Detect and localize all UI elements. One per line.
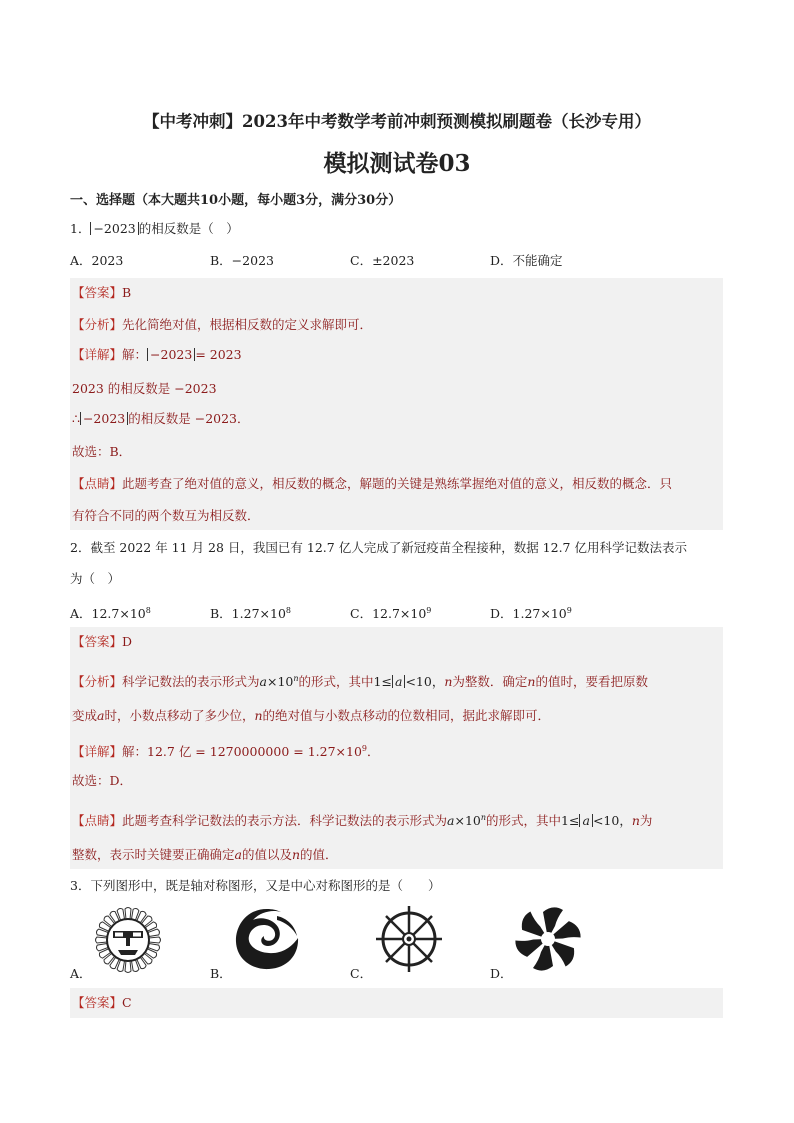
section-heading: 一、选择题（本大题共10小题，每小题3分，满分30分）: [70, 193, 402, 208]
var-n: n: [291, 847, 301, 862]
q1-stem: [70, 220, 239, 238]
q2-analysis-line2: [72, 707, 550, 725]
comment-text: 整数，表示时关键要正确确定: [72, 847, 235, 862]
detail-end: ．: [367, 744, 380, 760]
q2-analysis-line1: [72, 670, 648, 691]
q3-option-d: D．: [490, 966, 513, 981]
analysis-tag: 【分析】: [72, 674, 123, 690]
comment-text-1: 此题考查了绝对值的意义，相反数的概念，解题的关键是熟练掌握绝对值的意义，相反数的概念．只: [122, 476, 673, 491]
q1-option-d: D．不能确定: [490, 253, 563, 268]
q3-solution-box: [70, 988, 723, 1018]
answer-tag: 【答案】: [72, 995, 123, 1010]
q1-answer: [72, 284, 131, 302]
var-n: n: [480, 813, 487, 822]
analysis-text: 的形式，其中: [298, 674, 374, 690]
q2-option-a: [70, 602, 151, 623]
analysis-text: 的绝对值与小数点移动的位数相同，据此求解即可．: [262, 708, 551, 723]
q3-option-c: C．: [350, 966, 373, 981]
analysis-text: 先化简绝对值，根据相反数的定义求解即可．: [122, 317, 373, 332]
answer-value: D: [122, 634, 133, 649]
q1-option-a: A．2023: [70, 253, 124, 268]
detail-exp: 9: [361, 744, 367, 753]
abs-a: a: [579, 814, 592, 827]
comment-text: 为: [639, 813, 653, 829]
answer-tag: 【答案】: [72, 634, 123, 649]
q1-comment: [72, 475, 672, 493]
q2-option-a-exp: 8: [145, 606, 151, 615]
q3-option-a: A．: [70, 966, 92, 981]
paper-title: 【中考冲刺】2023年中考数学考前冲刺预测模拟刷题卷（长沙专用）: [143, 112, 651, 131]
var-a: a: [97, 708, 105, 723]
range-upper: <10，: [592, 813, 632, 829]
analysis-text: 为整数．确定: [452, 674, 528, 690]
q2-detail: [72, 740, 380, 761]
q3-option-b: B．: [210, 966, 232, 981]
q1-select: 故选：B．: [72, 444, 132, 459]
comment-tag: 【点睛】: [72, 813, 123, 829]
var-a: a: [234, 847, 242, 862]
q1-stem-text: 的相反数是（ ）: [138, 221, 239, 236]
figure-d-pinwheel-icon: [513, 904, 583, 974]
q3-stem: 3．下列图形中，既是轴对称图形，又是中心对称图形的是（ ）: [70, 878, 441, 893]
q1-option-c: C．±2023: [350, 253, 415, 268]
times-ten: ×10: [454, 813, 481, 829]
therefore-sign: ∴: [72, 411, 80, 426]
q2-option-c: [350, 602, 431, 623]
var-n: n: [254, 708, 263, 723]
comment-text: 的形式，其中: [486, 813, 562, 829]
detail-tag: 【详解】: [72, 347, 123, 362]
q1-comment-line2: 有符合不同的两个数互为相反数．: [72, 508, 260, 523]
q2-option-d: [490, 602, 572, 623]
answer-value: B: [122, 285, 132, 300]
q2-answer: [72, 633, 132, 651]
q2-option-b-text: B．1.27×10: [210, 606, 286, 622]
var-n: n: [444, 674, 453, 690]
q1-detail: [72, 346, 242, 364]
detail-text: 解：12.7 亿 = 1270000000 = 1.27×10: [122, 744, 362, 760]
q2-option-a-text: A．12.7×10: [70, 606, 146, 622]
analysis-tag: 【分析】: [72, 317, 123, 332]
q1-number: 1．: [70, 221, 91, 236]
range-upper: <10，: [405, 674, 445, 690]
comment-text: 的值．: [300, 847, 338, 862]
q2-option-c-exp: 9: [426, 606, 432, 615]
q2-option-c-text: C．12.7×10: [350, 606, 427, 622]
q2-stem-line1: 2．截至 2022 年 11 月 28 日，我国已有 12.7 亿人完成了新冠疫苗全程接种，数据 12.7 亿用科学记数法表示: [70, 540, 687, 555]
var-n: n: [293, 674, 299, 683]
range-lower: 1≤: [373, 674, 392, 690]
figure-b-swirl-icon: [233, 906, 301, 972]
q2-option-d-text: D．1.27×10: [490, 606, 567, 622]
times-ten: ×10: [266, 674, 294, 690]
q1-option-b: B．−2023: [210, 253, 274, 268]
answer-tag: 【答案】: [72, 285, 123, 300]
q3-answer: [72, 994, 132, 1012]
q1-analysis: [72, 316, 372, 334]
q1-detail-line3: [72, 410, 250, 428]
detail-tag: 【详解】: [72, 744, 123, 760]
q2-option-b: [210, 602, 291, 623]
comment-text: 此题考查科学记数法的表示方法．科学记数法的表示形式为: [122, 813, 448, 829]
q1-detail-line2: 2023 的相反数是 −2023: [72, 381, 217, 396]
analysis-text: 时，小数点移动了多少位，: [104, 708, 255, 723]
comment-text: 的值以及: [241, 847, 292, 862]
answer-value: C: [122, 995, 132, 1010]
q2-option-d-exp: 9: [566, 606, 572, 615]
q2-comment-line2: [72, 846, 338, 864]
var-a: a: [259, 674, 267, 690]
detail-abs-value: −2023: [147, 348, 195, 361]
var-n: n: [527, 674, 536, 690]
abs-a: a: [392, 675, 405, 688]
q2-option-b-exp: 8: [285, 606, 291, 615]
figure-a-sun-icon: [93, 905, 163, 975]
analysis-text: 变成: [72, 708, 98, 723]
var-n: n: [631, 813, 640, 829]
detail3-text: 的相反数是 −2023．: [128, 411, 250, 426]
q2-comment-line1: [72, 809, 652, 830]
detail-equation: = 2023: [195, 347, 242, 362]
q2-select: 故选：D．: [72, 773, 133, 788]
q1-abs-value: −2023: [90, 222, 138, 235]
q2-stem-line2: 为（ ）: [70, 571, 121, 586]
comment-tag: 【点睛】: [72, 476, 123, 491]
var-a: a: [447, 813, 455, 829]
detail3-abs-value: −2023: [80, 412, 128, 425]
figure-c-compass-wheel-icon: [374, 904, 444, 974]
analysis-text: 科学记数法的表示形式为: [122, 674, 260, 690]
detail-prefix: 解：: [122, 347, 148, 362]
paper-subtitle: 模拟测试卷03: [323, 150, 471, 177]
range-lower: 1≤: [561, 813, 580, 829]
analysis-text: 的值时，要看把原数: [535, 674, 648, 690]
